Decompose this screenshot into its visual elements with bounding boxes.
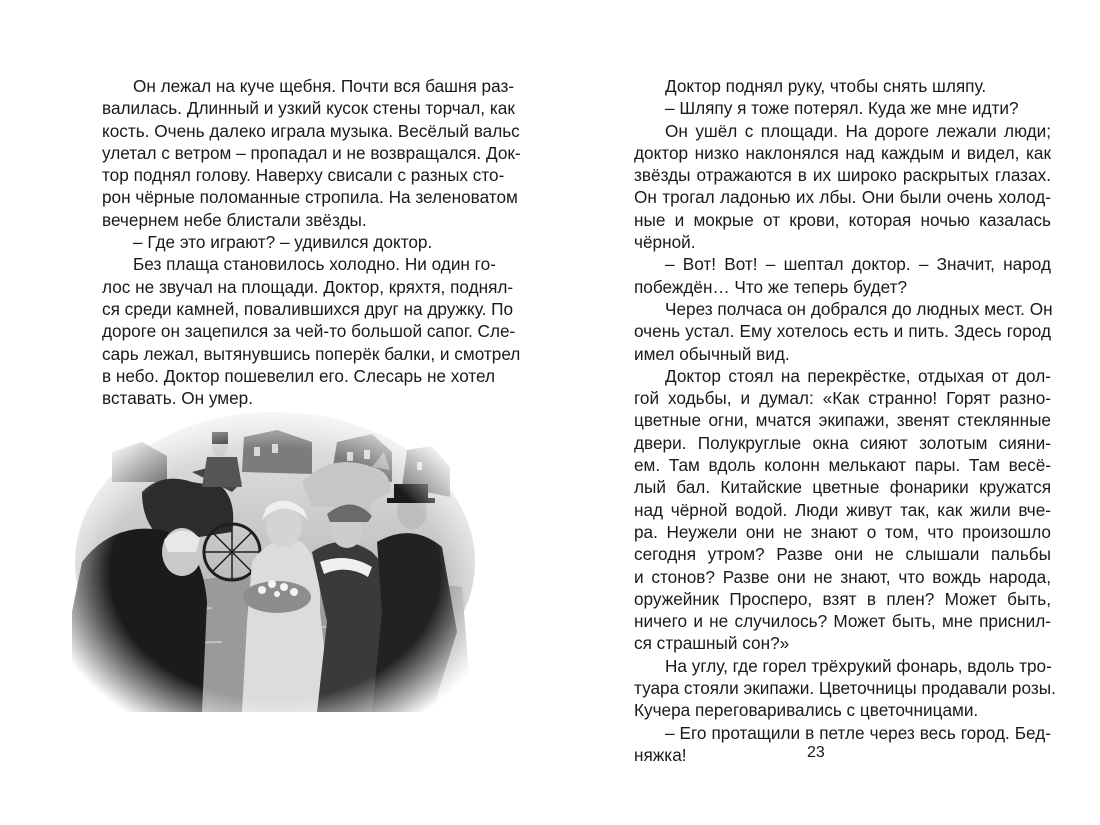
text-line: над чёрной водой. Люди живут так, как жили вче- — [634, 499, 1051, 520]
text-line: Он трогал ладонью их лбы. Они были очень холод- — [634, 187, 1051, 208]
text-line: – Вот! Вот! – шептал доктор. – Значит, народ — [665, 254, 1051, 275]
text-line: Доктор поднял руку, чтобы снять шляпу. — [665, 76, 987, 96]
text-line: сегодня утром? Разве они не слышали пальбы — [634, 544, 1051, 565]
text-line: лый бал. Китайские цветные фонарики кружатся — [634, 477, 1051, 498]
text-line: побеждён… Что же теперь будет? — [634, 276, 908, 297]
text-line: ся страшный сон?» — [634, 633, 790, 654]
text-line: лос не звучал на площади. Доктор, кряхтя, поднял- — [102, 276, 514, 297]
text-line: ничего и не случилось? Может быть, мне приснил- — [634, 611, 1051, 632]
text-line: двери. Полукруглые окна сияют золотым сияни- — [634, 432, 1051, 453]
text-line: очень устал. Ему хотелось есть и пить. Здесь город — [634, 321, 1051, 342]
text-line: сарь лежал, вытянувшись поперёк балки, и смотрел — [102, 343, 521, 364]
text-line: вечернем небе блистали звёзды. — [102, 209, 367, 230]
text-line: ра. Неужели они не знают о том, что произошло — [634, 521, 1051, 542]
text-line: вставать. Он умер. — [102, 388, 254, 409]
street-scene-illustration — [72, 412, 478, 722]
text-line: На углу, где горел трёхрукий фонарь, вдоль тро- — [665, 655, 1052, 676]
text-line: дороге он зацепился за чей-то большой сапог. Сле- — [102, 321, 516, 342]
text-line: – Его протащили в петле через весь город. Бед- — [665, 722, 1051, 743]
text-line: ные и мокрые от крови, которая ночью казалась — [634, 209, 1051, 230]
text-line: ем. Там вдоль колонн мелькают пары. Там весё- — [634, 455, 1051, 476]
text-line: – Шляпу я тоже потерял. Куда же мне идти? — [665, 98, 1019, 119]
text-line: доктор низко наклонялся над каждым и видел, как — [634, 142, 1051, 163]
text-line: кость. Очень далеко играла музыка. Весёлый вальс — [102, 120, 520, 141]
text-line: гой ходьбы, и думал: «Как странно! Горят разно- — [634, 388, 1051, 409]
text-line: улетал с ветром – пропадал и не возвращался. Док- — [102, 142, 521, 163]
right-text-column — [634, 75, 1056, 766]
text-line: няжка! — [634, 744, 687, 765]
page-number: 23 — [807, 744, 825, 761]
text-line: рон чёрные поломанные стропила. На зеленоватом — [102, 187, 518, 208]
text-line: оружейник Просперо, взят в плен? Может быть, — [634, 588, 1051, 609]
text-line: Доктор стоял на перекрёстке, отдыхая от дол- — [665, 365, 1051, 386]
text-line: Он лежал на куче щебня. Почти вся башня раз- — [133, 76, 515, 96]
text-line: чёрной. — [634, 232, 696, 253]
text-line: ся среди камней, повалившихся друг на дружку. По — [102, 298, 514, 319]
left-text-column — [102, 75, 521, 409]
text-line: в небо. Доктор пошевелил его. Слесарь не хотел — [102, 365, 496, 386]
text-line: Он ушёл с площади. На дороге лежали люди; — [665, 120, 1051, 141]
text-line: валилась. Длинный и узкий кусок стены торчал, как — [102, 98, 515, 119]
text-line: звёзды отражаются в их широко раскрытых глазах. — [634, 165, 1051, 186]
text-line: – Где это играют? – удивился доктор. — [133, 232, 433, 253]
right-page — [550, 0, 1100, 825]
text-line: цветные огни, мчатся экипажи, звенят стеклянные — [634, 410, 1051, 431]
text-line: туара стояли экипажи. Цветочницы продавали розы. — [634, 678, 1056, 699]
text-line: Кучера переговаривались с цветочницами. — [634, 700, 979, 721]
text-line: и стонов? Разве они не знают, что вождь народа, — [634, 566, 1051, 587]
text-line: имел обычный вид. — [634, 343, 790, 364]
text-line: тор поднял голову. Наверху свисали с разных сто- — [102, 165, 505, 186]
text-line: Без плаща становилось холодно. Ни один го- — [133, 254, 496, 275]
text-line: Через полчаса он добрался до людных мест. Он — [665, 298, 1053, 319]
